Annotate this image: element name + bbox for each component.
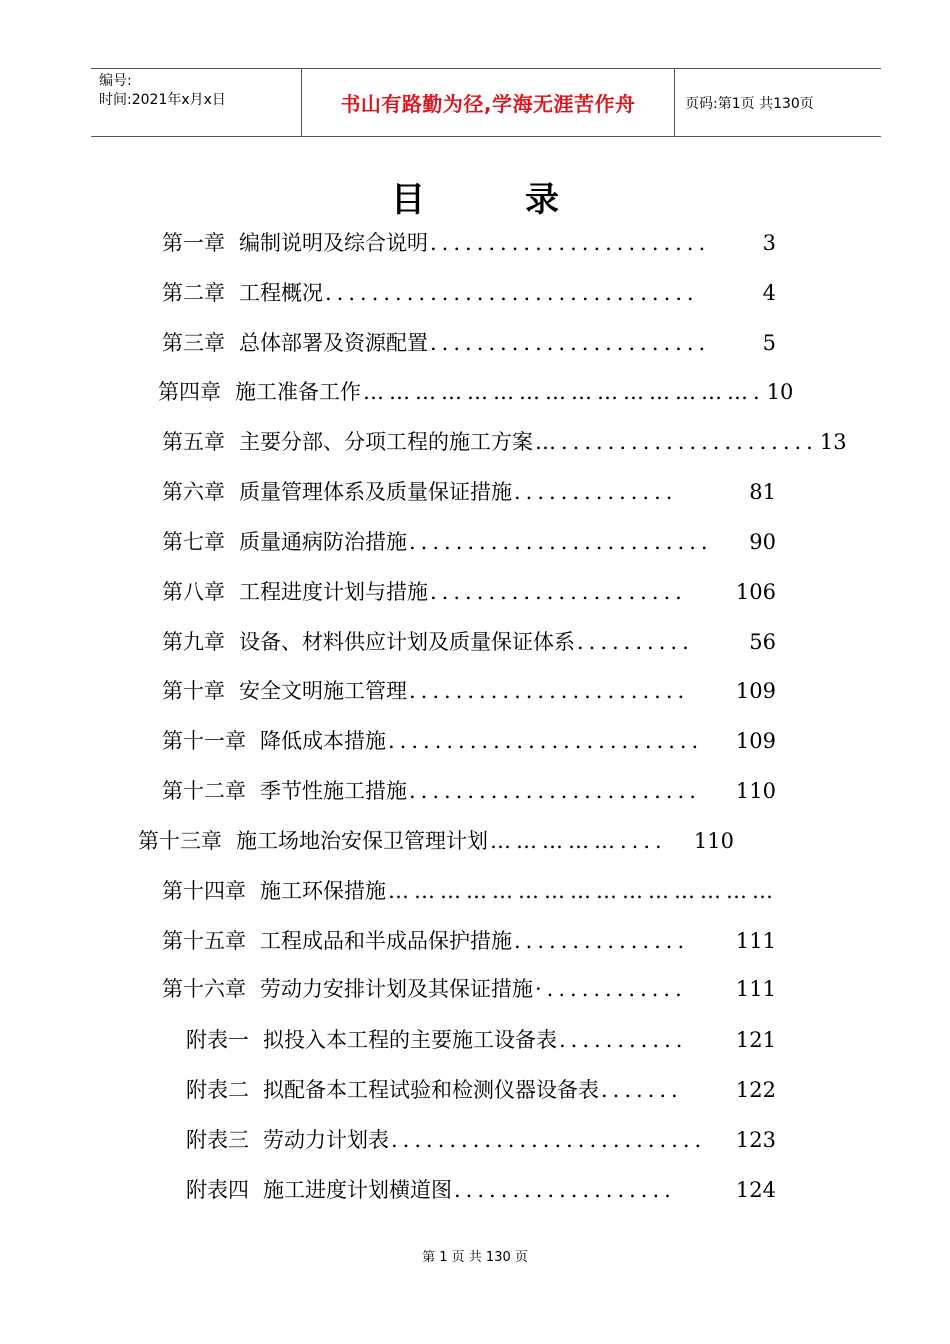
toc-entry[interactable] — [158, 377, 794, 407]
toc-leader-dots: ........................... — [388, 729, 704, 753]
toc-chapter: 第十一章 — [162, 729, 246, 753]
toc-chapter: 附表四 — [186, 1178, 249, 1202]
toc-entry[interactable] — [162, 676, 776, 706]
toc-entry[interactable] — [186, 1175, 776, 1205]
toc-entry-title: 施工环保措施 — [260, 879, 386, 903]
toc-entry[interactable] — [162, 328, 776, 358]
toc-page-number: 109 — [735, 729, 776, 753]
toc-entry[interactable] — [138, 826, 734, 856]
toc-entry-title: 季节性施工措施 — [260, 779, 407, 803]
toc-chapter: 第十六章 — [162, 977, 246, 1001]
toc-leader-dots: ............... — [514, 929, 690, 953]
toc-entry[interactable] — [162, 926, 776, 956]
toc-chapter: 第十章 — [162, 679, 225, 703]
toc-page-number: 110 — [693, 829, 734, 853]
toc-chapter: 第八章 — [162, 580, 225, 604]
toc-entry[interactable] — [186, 1025, 776, 1055]
toc-leader-dots: ......................... — [409, 779, 701, 803]
toc-entry[interactable] — [162, 228, 776, 258]
toc-entry-title: 总体部署及资源配置 — [239, 331, 428, 355]
toc-chapter: 第十二章 — [162, 779, 246, 803]
toc-entry[interactable] — [162, 974, 776, 1004]
toc-chapter: 附表一 — [186, 1028, 249, 1052]
toc-entry-title: 工程概况 — [239, 281, 323, 305]
header-meta — [91, 69, 302, 136]
toc-leader-dots: ........................ — [430, 231, 711, 255]
toc-leader-dots: …………….... — [490, 829, 667, 853]
toc-page-number: 110 — [735, 779, 776, 803]
toc-chapter: 第三章 — [162, 331, 225, 355]
toc-page-number: 81 — [749, 480, 776, 504]
toc-page-number: 111 — [735, 977, 776, 1001]
toc-title: 目录 — [391, 180, 659, 220]
toc-entry[interactable] — [162, 577, 776, 607]
toc-page-number: 56 — [749, 630, 776, 654]
toc-entry-title: 设备、材料供应计划及质量保证体系 — [239, 630, 575, 654]
toc-page-number: 90 — [749, 530, 776, 554]
page-footer: 第 1 页 共 130 页 — [422, 1250, 528, 1265]
toc-leader-dots: ........................ — [409, 679, 690, 703]
toc-entry[interactable] — [162, 876, 778, 906]
toc-entry[interactable] — [162, 427, 847, 457]
page-header — [91, 68, 881, 137]
toc-chapter: 第七章 — [162, 530, 225, 554]
toc-leader-dots: ................... — [454, 1178, 676, 1202]
toc-entry[interactable] — [162, 726, 776, 756]
toc-page-number: 124 — [735, 1178, 776, 1202]
toc-page-number: 13 — [819, 430, 847, 454]
toc-leader-dots: ·............ — [535, 977, 687, 1001]
toc-chapter: 附表三 — [186, 1128, 249, 1152]
toc-leader-dots: ...................... — [430, 580, 687, 604]
toc-entry[interactable] — [162, 776, 776, 806]
toc-chapter: 第十三章 — [138, 829, 222, 853]
header-page-info: 页码:第1页 共130页 — [685, 95, 814, 112]
toc-entry-title: 工程进度计划与措施 — [239, 580, 428, 604]
toc-entry-title: 安全文明施工管理 — [239, 679, 407, 703]
toc-page-number: 3 — [762, 231, 776, 255]
toc-entry-title: 工程成品和半成品保护措施 — [260, 929, 512, 953]
toc-chapter: 第五章 — [162, 430, 225, 454]
toc-entry[interactable] — [162, 477, 776, 507]
toc-page-number: 121 — [735, 1028, 776, 1052]
toc-page-number: 122 — [735, 1078, 776, 1102]
toc-leader-dots: ........................... — [391, 1128, 707, 1152]
document-number-label: 编号: — [99, 73, 132, 89]
toc-entry-title: 施工进度计划横道图 — [263, 1178, 452, 1202]
toc-entry[interactable] — [162, 278, 776, 308]
toc-leader-dots: …...................... — [535, 430, 818, 454]
document-time-label: 时间:2021年x月x日 — [99, 92, 226, 108]
toc-entry-title: 质量管理体系及质量保证措施 — [239, 480, 512, 504]
toc-leader-dots: ....... — [601, 1078, 683, 1102]
toc-entry-title: 拟投入本工程的主要施工设备表 — [263, 1028, 557, 1052]
toc-entry[interactable] — [186, 1075, 776, 1105]
toc-entry-title: 降低成本措施 — [260, 729, 386, 753]
toc-entry[interactable] — [162, 527, 776, 557]
toc-entry-title: 施工场地治安保卫管理计划 — [236, 829, 488, 853]
toc-chapter: 第九章 — [162, 630, 225, 654]
toc-entry-title: 劳动力计划表 — [263, 1128, 389, 1152]
toc-entry-title: 编制说明及综合说明 — [239, 231, 428, 255]
header-motto: 书山有路勤为径,学海无涯苦作舟 — [302, 69, 675, 136]
toc-page-number: 5 — [762, 331, 776, 355]
toc-page-number: 123 — [735, 1128, 776, 1152]
toc-page-number: 106 — [735, 580, 776, 604]
toc-entry-title: 质量通病防治措施 — [239, 530, 407, 554]
toc-entry[interactable] — [186, 1125, 776, 1155]
toc-page-number: 4 — [762, 281, 776, 305]
toc-leader-dots: ........... — [559, 1028, 688, 1052]
toc-leader-dots: .............. — [514, 480, 678, 504]
toc-chapter: 附表二 — [186, 1078, 249, 1102]
toc-entry-title: 劳动力安排计划及其保证措施 — [260, 977, 533, 1001]
toc-chapter: 第六章 — [162, 480, 225, 504]
toc-leader-dots: .......................... — [409, 530, 713, 554]
toc-chapter: 第一章 — [162, 231, 225, 255]
toc-leader-dots: ........................ — [430, 331, 711, 355]
toc-entry-title: 施工准备工作 — [235, 380, 361, 404]
toc-chapter: 第四章 — [158, 380, 221, 404]
toc-entry[interactable] — [162, 627, 776, 657]
toc-page-number: 111 — [735, 929, 776, 953]
toc-leader-dots: ................................ — [325, 281, 699, 305]
toc-page-number: 109 — [735, 679, 776, 703]
toc-chapter: 第十五章 — [162, 929, 246, 953]
toc-chapter: 第二章 — [162, 281, 225, 305]
toc-entry-title: 拟配备本工程试验和检测仪器设备表 — [263, 1078, 599, 1102]
toc-leader-dots: .......... — [577, 630, 694, 654]
toc-chapter: 第十四章 — [162, 879, 246, 903]
toc-leader-dots: ………………………………………. — [363, 380, 765, 404]
toc-leader-dots: ……………………………………… — [388, 879, 778, 903]
toc-entry-title: 主要分部、分项工程的施工方案 — [239, 430, 533, 454]
toc-page-number: 10 — [766, 380, 794, 404]
